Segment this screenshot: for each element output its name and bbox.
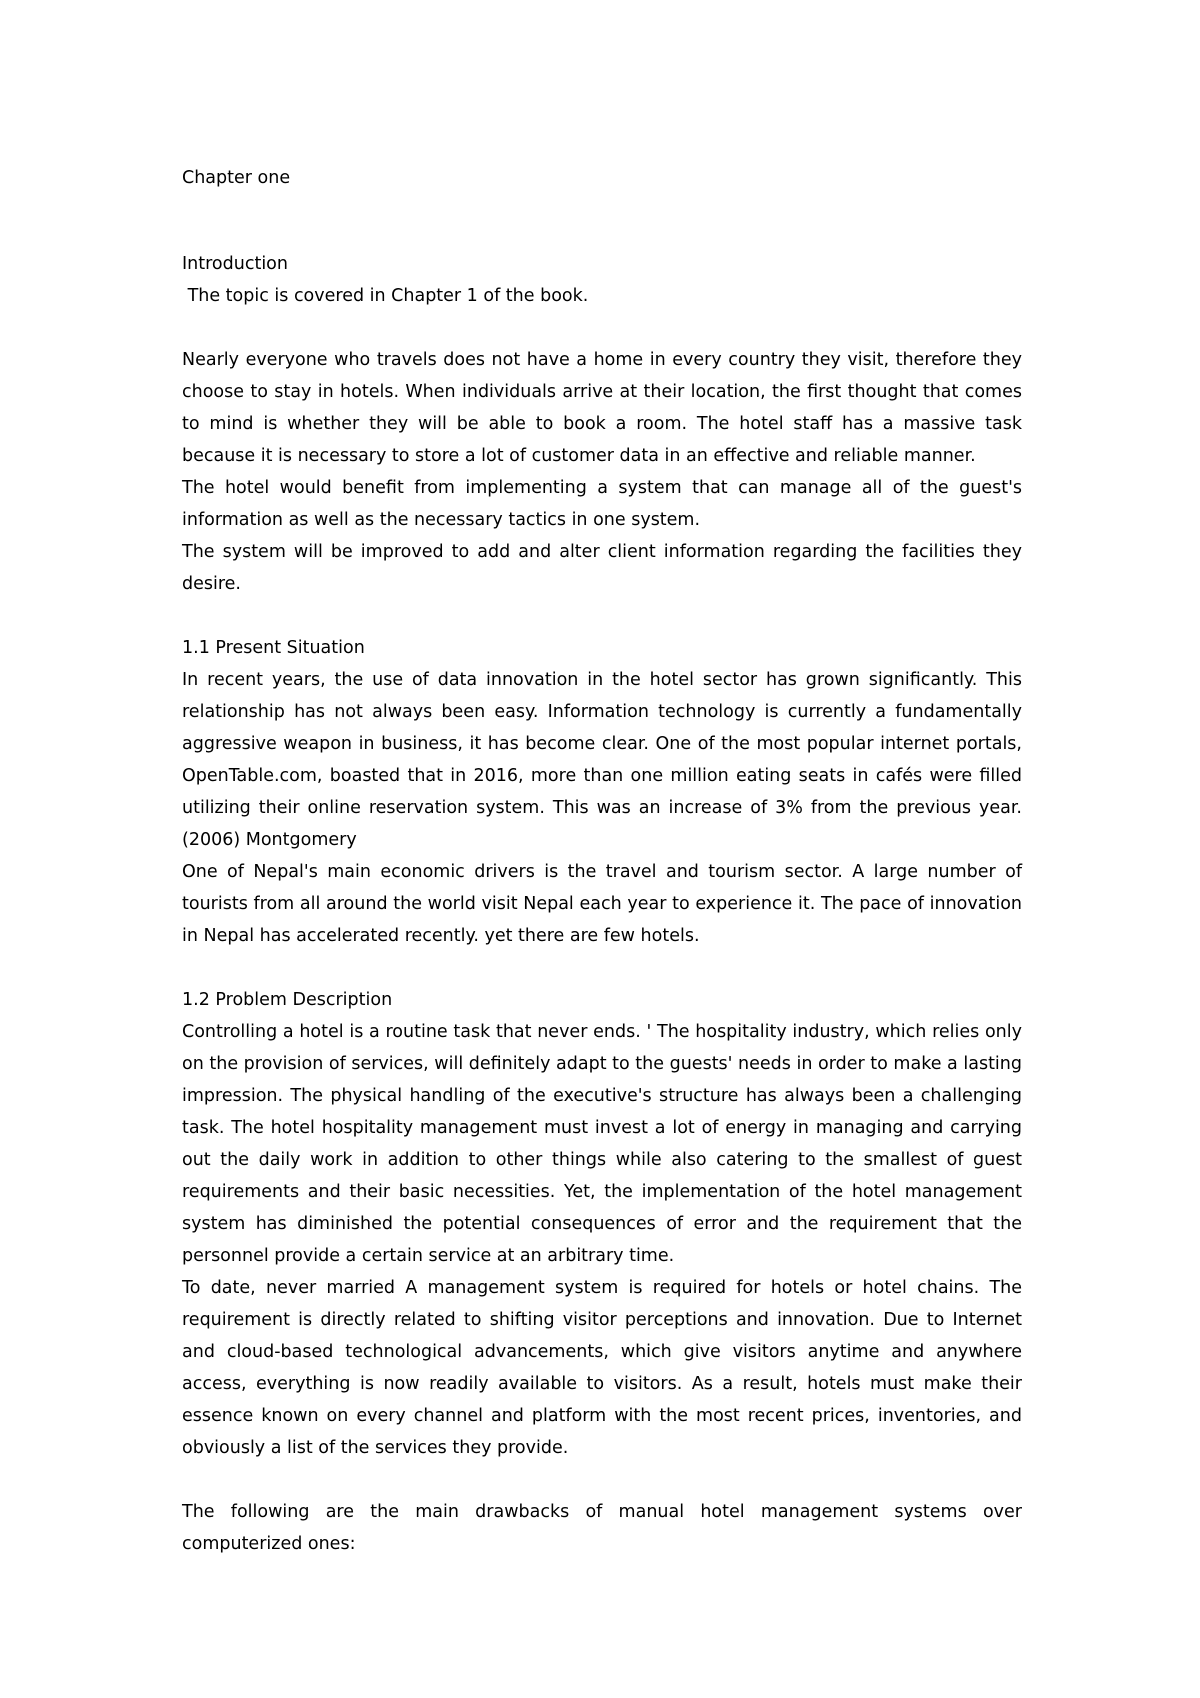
document-body [182,162,1022,1560]
drawbacks-intro: The following are the main drawbacks of manual hotel management systems over computerized ones: [182,1502,1022,1554]
introduction-paragraph: The system will be improved to add and alter client information regarding the facilities they desire. [182,542,1022,594]
problem-description-heading: 1.2 Problem Description [182,990,393,1010]
paragraph-spacer [182,1464,1022,1496]
introduction-section [182,248,1022,600]
present-situation-heading: 1.1 Present Situation [182,638,365,658]
problem-description-paragraph: Controlling a hotel is a routine task that never ends. ' The hospitality industry, which relies only on the provision of services, will definitely adapt to the guests' needs in order to make a lasting impression. The physical handling of the executive's structure has always been a challenging task. The hotel hospitality management must invest a lot of energy in managing and carrying out the daily work in addition to other things while also catering to the smallest of guest requirements and their basic necessities. Yet, the implementation of the hotel management system has diminished the potential consequences of error and the requirement that the personnel provide a certain service at an arbitrary time. [182,1022,1022,1266]
present-situation-paragraph: In recent years, the use of data innovation in the hotel sector has grown significantly. This relationship has not always been easy. Information technology is currently a fundamentally aggressive weapon in business, it has become clear. One of the most popular internet portals, OpenTable.com, boasted that in 2016, more than one million eating seats in cafés were filled utilizing their online reservation system. This was an increase of 3% from the previous year. (2006) Montgomery [182,670,1022,850]
problem-description-section [182,984,1022,1560]
introduction-topic-line: The topic is covered in Chapter 1 of the book. [182,286,589,306]
section-spacer [182,600,1022,632]
chapter-title: Chapter one [182,168,291,188]
introduction-paragraph: Nearly everyone who travels does not have a home in every country they visit, therefore they choose to stay in hotels. When individuals arrive at their location, the first thought that comes to mind is whether they will be able to book a room. The hotel staff has a massive task because it is necessary to store a lot of customer data in an effective and reliable manner. [182,350,1022,466]
section-spacer [182,952,1022,984]
present-situation-paragraph: One of Nepal's main economic drivers is the travel and tourism sector. A large number of tourists from all around the world visit Nepal each year to experience it. The pace of innovation in Nepal has accelerated recently. yet there are few hotels. [182,862,1022,946]
problem-description-paragraph: To date, never married A management system is required for hotels or hotel chains. The requirement is directly related to shifting visitor perceptions and innovation. Due to Internet and cloud-based technological advancements, which give visitors anytime and anywhere access, everything is now readily available to visitors. As a result, hotels must make their essence known on every channel and platform with the most recent prices, inventories, and obviously a list of the services they provide. [182,1278,1022,1458]
introduction-paragraph: The hotel would benefit from implementing a system that can manage all of the guest's information as well as the necessary tactics in one system. [182,478,1022,530]
present-situation-section [182,632,1022,952]
introduction-heading: Introduction [182,254,288,274]
